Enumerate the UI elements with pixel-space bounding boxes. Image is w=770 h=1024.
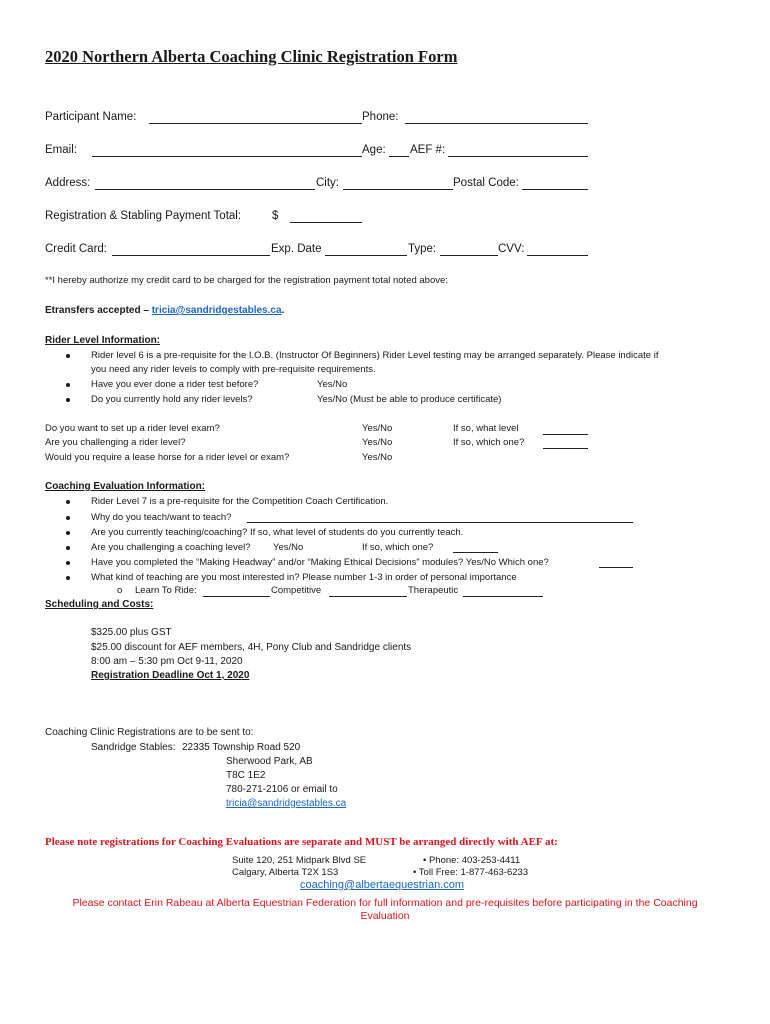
cvv-field[interactable] xyxy=(527,255,588,256)
exp-date-field[interactable] xyxy=(325,255,407,256)
postal-code-label: Postal Code: xyxy=(453,177,519,189)
rider-level-bullet3-answer[interactable]: Yes/No (Must be able to produce certificate) xyxy=(317,394,502,405)
learn-to-ride-label: Learn To Ride: xyxy=(135,585,197,596)
modules-field[interactable] xyxy=(599,567,633,568)
aef-label: AEF #: xyxy=(410,144,446,156)
coaching-heading: Coaching Evaluation Information: xyxy=(45,481,206,492)
discount-text: $25.00 discount for AEF members, 4H, Pony Club and Sandridge clients xyxy=(91,642,412,653)
rider-question-2-follow: If so, which one? xyxy=(453,437,525,448)
coaching-bullet4-follow: If so, which one? xyxy=(362,542,434,553)
address-field[interactable] xyxy=(95,189,315,190)
rider-level-bullet2-answer[interactable]: Yes/No xyxy=(317,379,348,390)
bullet-icon xyxy=(66,398,70,402)
bullet-icon xyxy=(66,500,70,504)
deadline-text: Registration Deadline Oct 1, 2020 xyxy=(91,670,250,681)
aef-tollfree: • Toll Free: 1-877-463-6233 xyxy=(413,867,529,878)
dollar-sign: $ xyxy=(272,210,279,222)
city-field[interactable] xyxy=(343,189,453,190)
bullet-icon xyxy=(66,516,70,520)
rider-level-bullet2: Have you ever done a rider test before? xyxy=(91,379,259,390)
aef-contact-line1: Please contact Erin Rabeau at Alberta Equestrian Federation for full information and pre-requisites before participating in the Coaching xyxy=(72,897,698,909)
payment-total-label: Registration & Stabling Payment Total: xyxy=(45,210,242,222)
participant-name-label: Participant Name: xyxy=(45,111,137,123)
competitive-field[interactable] xyxy=(329,596,407,597)
competitive-label: Competitive xyxy=(271,585,322,596)
rider-level-bullet1-line2: you need any rider levels to comply with pre-requisite requirements. xyxy=(91,364,376,375)
rider-question-1-follow: If so, what level xyxy=(453,423,519,434)
phone-label: Phone: xyxy=(362,111,399,123)
etransfer-email-link[interactable]: tricia@sandridgestables.ca xyxy=(151,305,282,316)
bullet-icon xyxy=(66,546,70,550)
coaching-bullet2: Why do you teach/want to teach? xyxy=(91,512,232,523)
coaching-level-field[interactable] xyxy=(453,552,498,553)
address-label: Address: xyxy=(45,177,91,189)
payment-total-field[interactable] xyxy=(290,222,362,223)
postal-code-field[interactable] xyxy=(522,189,588,190)
rider-challenge-field[interactable] xyxy=(543,448,588,449)
rider-question-1-answer[interactable]: Yes/No xyxy=(362,423,393,434)
aef-field[interactable] xyxy=(448,156,588,157)
stables-street: 22335 Township Road 520 xyxy=(182,742,301,753)
stables-email-link[interactable]: tricia@sandridgestables.ca xyxy=(226,798,347,809)
stables-postal: T8C 1E2 xyxy=(226,770,266,781)
rider-level-field[interactable] xyxy=(543,434,588,435)
why-teach-field[interactable] xyxy=(247,522,633,523)
rider-question-3-answer[interactable]: Yes/No xyxy=(362,452,393,463)
authorize-note: **I hereby authorize my credit card to be charged for the registration payment total noted above: xyxy=(45,275,448,286)
credit-card-label: Credit Card: xyxy=(45,243,107,255)
rider-level-heading: Rider Level Information: xyxy=(45,335,161,346)
email-field[interactable] xyxy=(92,156,362,157)
age-field[interactable] xyxy=(389,156,409,157)
card-type-label: Type: xyxy=(408,243,437,255)
card-type-field[interactable] xyxy=(440,255,498,256)
age-label: Age: xyxy=(362,144,386,156)
etransfer-suffix: . xyxy=(281,305,285,316)
coaching-bullet4-answer[interactable]: Yes/No xyxy=(273,542,304,553)
rider-question-2: Are you challenging a rider level? xyxy=(45,437,186,448)
time-text: 8:00 am – 5:30 pm Oct 9-11, 2020 xyxy=(91,656,243,667)
bullet-icon xyxy=(66,383,70,387)
bullet-icon xyxy=(66,531,70,535)
aef-email-link[interactable]: coaching@albertaequestrian.com xyxy=(300,879,465,891)
learn-to-ride-field[interactable] xyxy=(203,596,270,597)
rider-question-1: Do you want to set up a rider level exam? xyxy=(45,423,220,434)
bullet-icon xyxy=(66,561,70,565)
cvv-label: CVV: xyxy=(498,243,525,255)
rider-question-3: Would you require a lease horse for a rider level or exam? xyxy=(45,452,290,463)
aef-notice: Please note registrations for Coaching Evaluations are separate and MUST be arranged directly with AEF at: xyxy=(45,836,558,848)
credit-card-field[interactable] xyxy=(112,255,270,256)
coaching-bullet3: Are you currently teaching/coaching? If so, what level of students do you currently teach. xyxy=(91,527,464,538)
etransfer-line xyxy=(45,305,284,317)
therapeutic-label: Therapeutic xyxy=(408,585,459,596)
coaching-bullet6: What kind of teaching are you most interested in? Please number 1-3 in order of personal importance xyxy=(91,572,517,583)
coaching-bullet4: Are you challenging a coaching level? xyxy=(91,542,251,553)
etransfer-label: Etransfers accepted – xyxy=(45,305,152,316)
rider-level-bullet3: Do you currently hold any rider levels? xyxy=(91,394,253,405)
stables-phone-email: 780-271-2106 or email to xyxy=(226,784,338,795)
price-text: $325.00 plus GST xyxy=(91,627,172,638)
exp-date-label: Exp. Date xyxy=(271,243,322,255)
therapeutic-field[interactable] xyxy=(463,596,543,597)
aef-phone: • Phone: 403-253-4411 xyxy=(423,855,521,866)
phone-field[interactable] xyxy=(405,123,588,124)
aef-contact-line2: Evaluation xyxy=(360,910,410,922)
stables-city: Sherwood Park, AB xyxy=(226,756,313,767)
stables-name: Sandridge Stables: xyxy=(91,742,176,753)
aef-address1: Suite 120, 251 Midpark Blvd SE xyxy=(232,855,367,866)
scheduling-heading: Scheduling and Costs: xyxy=(45,599,154,610)
participant-name-field[interactable] xyxy=(149,123,362,124)
send-to-intro: Coaching Clinic Registrations are to be sent to: xyxy=(45,727,254,738)
form-title: 2020 Northern Alberta Coaching Clinic Registration Form xyxy=(45,47,458,66)
city-label: City: xyxy=(316,177,339,189)
aef-address2: Calgary, Alberta T2X 1S3 xyxy=(232,867,339,878)
bullet-icon xyxy=(66,354,70,358)
coaching-bullet1: Rider Level 7 is a pre-requisite for the Competition Coach Certification. xyxy=(91,496,389,507)
email-label: Email: xyxy=(45,144,77,156)
rider-question-2-answer[interactable]: Yes/No xyxy=(362,437,393,448)
bullet-icon xyxy=(66,576,70,580)
sub-bullet-icon: o xyxy=(117,585,123,596)
coaching-bullet5: Have you completed the “Making Headway” and/or “Making Ethical Decisions” modules? Yes/No Which one? xyxy=(91,557,549,568)
rider-level-bullet1-line1: Rider level 6 is a pre-requisite for the I.O.B. (Instructor Of Beginners) Rider Level testing may be arranged separately. Please indicate if xyxy=(91,350,659,361)
